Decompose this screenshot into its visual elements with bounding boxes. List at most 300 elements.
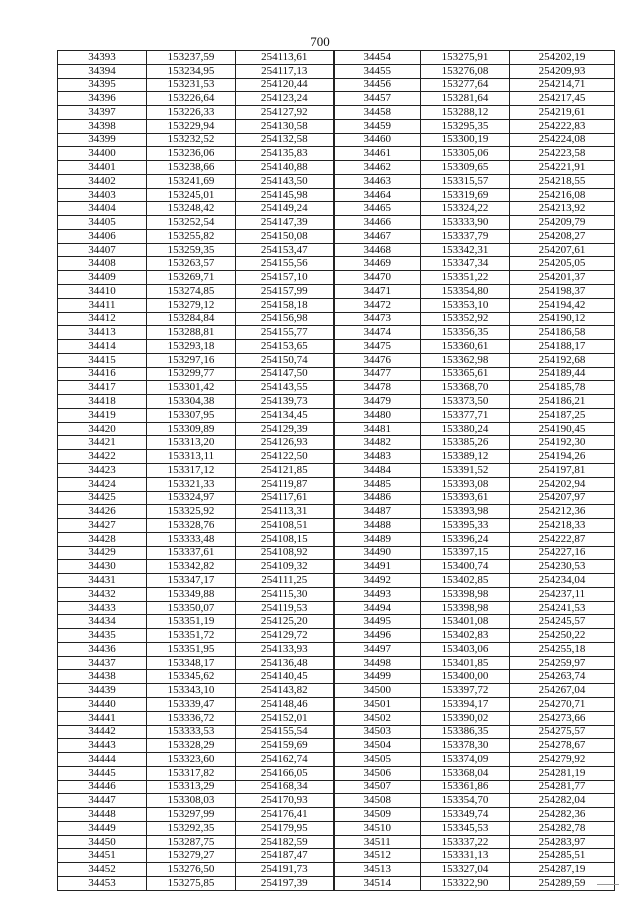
x-coordinate-left: 153307,95 bbox=[147, 408, 236, 422]
point-number-left: 34404 bbox=[58, 202, 147, 216]
point-number-right: 34493 bbox=[334, 587, 421, 601]
table-row bbox=[58, 106, 615, 120]
point-number-left: 34407 bbox=[58, 243, 147, 257]
y-coordinate-right: 254224,08 bbox=[510, 133, 615, 147]
table-row bbox=[58, 422, 615, 436]
y-coordinate-right: 254190,45 bbox=[510, 422, 615, 436]
x-coordinate-left: 153231,53 bbox=[147, 78, 236, 92]
y-coordinate-right: 254194,42 bbox=[510, 298, 615, 312]
point-number-right: 34461 bbox=[334, 147, 421, 161]
point-number-right: 34462 bbox=[334, 161, 421, 175]
y-coordinate-right: 254218,55 bbox=[510, 174, 615, 188]
y-coordinate-right: 254222,83 bbox=[510, 119, 615, 133]
point-number-right: 34454 bbox=[334, 51, 421, 65]
y-coordinate-left: 254162,74 bbox=[236, 753, 334, 767]
point-number-left: 34453 bbox=[58, 876, 147, 890]
table-row bbox=[58, 381, 615, 395]
table-row bbox=[58, 587, 615, 601]
y-coordinate-left: 254113,31 bbox=[236, 505, 334, 519]
x-coordinate-left: 153252,54 bbox=[147, 216, 236, 230]
x-coordinate-right: 153398,98 bbox=[421, 587, 510, 601]
point-number-left: 34436 bbox=[58, 642, 147, 656]
point-number-left: 34427 bbox=[58, 519, 147, 533]
table-row bbox=[58, 780, 615, 794]
y-coordinate-right: 254282,78 bbox=[510, 821, 615, 835]
y-coordinate-right: 254281,19 bbox=[510, 766, 615, 780]
x-coordinate-left: 153317,82 bbox=[147, 766, 236, 780]
point-number-left: 34425 bbox=[58, 491, 147, 505]
y-coordinate-left: 254108,51 bbox=[236, 519, 334, 533]
point-number-right: 34490 bbox=[334, 546, 421, 560]
point-number-right: 34477 bbox=[334, 367, 421, 381]
y-coordinate-right: 254209,79 bbox=[510, 216, 615, 230]
y-coordinate-left: 254157,99 bbox=[236, 285, 334, 299]
table-row bbox=[58, 615, 615, 629]
point-number-right: 34489 bbox=[334, 532, 421, 546]
y-coordinate-left: 254179,95 bbox=[236, 821, 334, 835]
coordinates-table bbox=[57, 50, 615, 891]
table-row bbox=[58, 174, 615, 188]
y-coordinate-right: 254190,12 bbox=[510, 312, 615, 326]
y-coordinate-left: 254139,73 bbox=[236, 395, 334, 409]
x-coordinate-left: 153292,35 bbox=[147, 821, 236, 835]
y-coordinate-left: 254145,98 bbox=[236, 188, 334, 202]
point-number-left: 34439 bbox=[58, 684, 147, 698]
x-coordinate-right: 153390,02 bbox=[421, 711, 510, 725]
x-coordinate-right: 153386,35 bbox=[421, 725, 510, 739]
x-coordinate-right: 153277,64 bbox=[421, 78, 510, 92]
x-coordinate-left: 153276,50 bbox=[147, 863, 236, 877]
table-row bbox=[58, 243, 615, 257]
table-row bbox=[58, 876, 615, 890]
y-coordinate-right: 254230,53 bbox=[510, 560, 615, 574]
table-row bbox=[58, 340, 615, 354]
x-coordinate-left: 153269,71 bbox=[147, 271, 236, 285]
point-number-left: 34418 bbox=[58, 395, 147, 409]
table-row bbox=[58, 863, 615, 877]
x-coordinate-left: 153241,69 bbox=[147, 174, 236, 188]
point-number-right: 34500 bbox=[334, 684, 421, 698]
y-coordinate-left: 254111,25 bbox=[236, 574, 334, 588]
y-coordinate-left: 254197,39 bbox=[236, 876, 334, 890]
x-coordinate-right: 153352,92 bbox=[421, 312, 510, 326]
table-row bbox=[58, 477, 615, 491]
table-row bbox=[58, 574, 615, 588]
table-row bbox=[58, 546, 615, 560]
y-coordinate-right: 254207,61 bbox=[510, 243, 615, 257]
x-coordinate-left: 153301,42 bbox=[147, 381, 236, 395]
table-row bbox=[58, 64, 615, 78]
point-number-left: 34414 bbox=[58, 340, 147, 354]
y-coordinate-right: 254287,19 bbox=[510, 863, 615, 877]
point-number-left: 34441 bbox=[58, 711, 147, 725]
point-number-left: 34435 bbox=[58, 629, 147, 643]
point-number-right: 34456 bbox=[334, 78, 421, 92]
point-number-left: 34442 bbox=[58, 725, 147, 739]
point-number-right: 34512 bbox=[334, 849, 421, 863]
x-coordinate-left: 153342,82 bbox=[147, 560, 236, 574]
point-number-left: 34394 bbox=[58, 64, 147, 78]
point-number-left: 34437 bbox=[58, 656, 147, 670]
table-row bbox=[58, 656, 615, 670]
x-coordinate-right: 153368,04 bbox=[421, 766, 510, 780]
x-coordinate-left: 153313,20 bbox=[147, 436, 236, 450]
point-number-right: 34473 bbox=[334, 312, 421, 326]
y-coordinate-left: 254150,74 bbox=[236, 353, 334, 367]
table-row bbox=[58, 257, 615, 271]
y-coordinate-right: 254218,33 bbox=[510, 519, 615, 533]
x-coordinate-left: 153284,84 bbox=[147, 312, 236, 326]
point-number-left: 34393 bbox=[58, 51, 147, 65]
y-coordinate-left: 254129,72 bbox=[236, 629, 334, 643]
y-coordinate-left: 254140,45 bbox=[236, 670, 334, 684]
y-coordinate-left: 254133,93 bbox=[236, 642, 334, 656]
table-row bbox=[58, 436, 615, 450]
y-coordinate-right: 254207,97 bbox=[510, 491, 615, 505]
y-coordinate-left: 254129,39 bbox=[236, 422, 334, 436]
x-coordinate-left: 153350,07 bbox=[147, 601, 236, 615]
point-number-left: 34443 bbox=[58, 739, 147, 753]
point-number-left: 34408 bbox=[58, 257, 147, 271]
point-number-right: 34487 bbox=[334, 505, 421, 519]
x-coordinate-right: 153345,53 bbox=[421, 821, 510, 835]
x-coordinate-right: 153397,72 bbox=[421, 684, 510, 698]
y-coordinate-left: 254132,58 bbox=[236, 133, 334, 147]
table-row bbox=[58, 670, 615, 684]
y-coordinate-left: 254119,53 bbox=[236, 601, 334, 615]
point-number-left: 34399 bbox=[58, 133, 147, 147]
y-coordinate-left: 254159,69 bbox=[236, 739, 334, 753]
table-row bbox=[58, 725, 615, 739]
y-coordinate-right: 254281,77 bbox=[510, 780, 615, 794]
x-coordinate-right: 153368,70 bbox=[421, 381, 510, 395]
y-coordinate-right: 254234,04 bbox=[510, 574, 615, 588]
x-coordinate-left: 153237,59 bbox=[147, 51, 236, 65]
x-coordinate-right: 153393,98 bbox=[421, 505, 510, 519]
y-coordinate-right: 254186,21 bbox=[510, 395, 615, 409]
table-row bbox=[58, 216, 615, 230]
y-coordinate-right: 254212,36 bbox=[510, 505, 615, 519]
point-number-right: 34470 bbox=[334, 271, 421, 285]
table-row bbox=[58, 229, 615, 243]
point-number-right: 34507 bbox=[334, 780, 421, 794]
y-coordinate-right: 254282,04 bbox=[510, 794, 615, 808]
x-coordinate-left: 153347,17 bbox=[147, 574, 236, 588]
y-coordinate-left: 254150,08 bbox=[236, 229, 334, 243]
x-coordinate-right: 153349,74 bbox=[421, 808, 510, 822]
x-coordinate-left: 153317,12 bbox=[147, 463, 236, 477]
table-row bbox=[58, 78, 615, 92]
y-coordinate-left: 254147,50 bbox=[236, 367, 334, 381]
x-coordinate-right: 153288,12 bbox=[421, 106, 510, 120]
point-number-right: 34505 bbox=[334, 753, 421, 767]
y-coordinate-right: 254194,26 bbox=[510, 450, 615, 464]
y-coordinate-right: 254192,30 bbox=[510, 436, 615, 450]
point-number-left: 34434 bbox=[58, 615, 147, 629]
table-row bbox=[58, 711, 615, 725]
point-number-right: 34501 bbox=[334, 697, 421, 711]
y-coordinate-left: 254176,41 bbox=[236, 808, 334, 822]
x-coordinate-right: 153275,91 bbox=[421, 51, 510, 65]
x-coordinate-right: 153333,90 bbox=[421, 216, 510, 230]
point-number-right: 34457 bbox=[334, 92, 421, 106]
y-coordinate-left: 254158,18 bbox=[236, 298, 334, 312]
y-coordinate-right: 254202,19 bbox=[510, 51, 615, 65]
x-coordinate-right: 153396,24 bbox=[421, 532, 510, 546]
point-number-right: 34508 bbox=[334, 794, 421, 808]
point-number-right: 34464 bbox=[334, 188, 421, 202]
x-coordinate-right: 153309,65 bbox=[421, 161, 510, 175]
x-coordinate-right: 153393,61 bbox=[421, 491, 510, 505]
point-number-left: 34450 bbox=[58, 835, 147, 849]
point-number-right: 34467 bbox=[334, 229, 421, 243]
y-coordinate-right: 254245,57 bbox=[510, 615, 615, 629]
x-coordinate-left: 153232,52 bbox=[147, 133, 236, 147]
point-number-right: 34458 bbox=[334, 106, 421, 120]
y-coordinate-right: 254213,92 bbox=[510, 202, 615, 216]
table-row bbox=[58, 312, 615, 326]
y-coordinate-right: 254217,45 bbox=[510, 92, 615, 106]
x-coordinate-left: 153236,06 bbox=[147, 147, 236, 161]
scan-mark bbox=[597, 884, 619, 885]
point-number-left: 34406 bbox=[58, 229, 147, 243]
point-number-right: 34480 bbox=[334, 408, 421, 422]
table-row bbox=[58, 835, 615, 849]
point-number-left: 34419 bbox=[58, 408, 147, 422]
point-number-right: 34483 bbox=[334, 450, 421, 464]
table-row bbox=[58, 188, 615, 202]
y-coordinate-right: 254208,27 bbox=[510, 229, 615, 243]
table-row bbox=[58, 202, 615, 216]
table-row bbox=[58, 92, 615, 106]
point-number-left: 34432 bbox=[58, 587, 147, 601]
point-number-right: 34471 bbox=[334, 285, 421, 299]
point-number-left: 34413 bbox=[58, 326, 147, 340]
y-coordinate-right: 254198,37 bbox=[510, 285, 615, 299]
y-coordinate-right: 254278,67 bbox=[510, 739, 615, 753]
x-coordinate-left: 153351,19 bbox=[147, 615, 236, 629]
x-coordinate-left: 153238,66 bbox=[147, 161, 236, 175]
table-row bbox=[58, 739, 615, 753]
table-row bbox=[58, 367, 615, 381]
x-coordinate-left: 153293,18 bbox=[147, 340, 236, 354]
point-number-right: 34496 bbox=[334, 629, 421, 643]
point-number-left: 34420 bbox=[58, 422, 147, 436]
x-coordinate-right: 153322,90 bbox=[421, 876, 510, 890]
table-row bbox=[58, 147, 615, 161]
point-number-left: 34411 bbox=[58, 298, 147, 312]
x-coordinate-right: 153295,35 bbox=[421, 119, 510, 133]
point-number-left: 34398 bbox=[58, 119, 147, 133]
point-number-left: 34433 bbox=[58, 601, 147, 615]
point-number-left: 34423 bbox=[58, 463, 147, 477]
y-coordinate-right: 254283,97 bbox=[510, 835, 615, 849]
x-coordinate-left: 153328,29 bbox=[147, 739, 236, 753]
x-coordinate-right: 153401,85 bbox=[421, 656, 510, 670]
x-coordinate-right: 153380,24 bbox=[421, 422, 510, 436]
point-number-right: 34465 bbox=[334, 202, 421, 216]
x-coordinate-right: 153402,83 bbox=[421, 629, 510, 643]
y-coordinate-right: 254187,25 bbox=[510, 408, 615, 422]
point-number-right: 34474 bbox=[334, 326, 421, 340]
x-coordinate-left: 153245,01 bbox=[147, 188, 236, 202]
x-coordinate-left: 153274,85 bbox=[147, 285, 236, 299]
x-coordinate-left: 153343,10 bbox=[147, 684, 236, 698]
x-coordinate-right: 153391,52 bbox=[421, 463, 510, 477]
table-row bbox=[58, 808, 615, 822]
x-coordinate-left: 153336,72 bbox=[147, 711, 236, 725]
y-coordinate-left: 254143,50 bbox=[236, 174, 334, 188]
x-coordinate-left: 153259,35 bbox=[147, 243, 236, 257]
point-number-left: 34412 bbox=[58, 312, 147, 326]
point-number-right: 34511 bbox=[334, 835, 421, 849]
table-row bbox=[58, 849, 615, 863]
point-number-left: 34449 bbox=[58, 821, 147, 835]
y-coordinate-left: 254170,93 bbox=[236, 794, 334, 808]
y-coordinate-right: 254192,68 bbox=[510, 353, 615, 367]
x-coordinate-right: 153402,85 bbox=[421, 574, 510, 588]
y-coordinate-left: 254121,85 bbox=[236, 463, 334, 477]
point-number-left: 34446 bbox=[58, 780, 147, 794]
point-number-right: 34495 bbox=[334, 615, 421, 629]
x-coordinate-right: 153400,74 bbox=[421, 560, 510, 574]
y-coordinate-left: 254117,13 bbox=[236, 64, 334, 78]
y-coordinate-left: 254166,05 bbox=[236, 766, 334, 780]
point-number-right: 34484 bbox=[334, 463, 421, 477]
y-coordinate-left: 254155,77 bbox=[236, 326, 334, 340]
y-coordinate-right: 254221,91 bbox=[510, 161, 615, 175]
x-coordinate-right: 153276,08 bbox=[421, 64, 510, 78]
x-coordinate-right: 153351,22 bbox=[421, 271, 510, 285]
x-coordinate-left: 153349,88 bbox=[147, 587, 236, 601]
y-coordinate-right: 254185,78 bbox=[510, 381, 615, 395]
point-number-left: 34403 bbox=[58, 188, 147, 202]
x-coordinate-right: 153373,50 bbox=[421, 395, 510, 409]
x-coordinate-left: 153226,64 bbox=[147, 92, 236, 106]
point-number-right: 34492 bbox=[334, 574, 421, 588]
y-coordinate-left: 254108,15 bbox=[236, 532, 334, 546]
point-number-right: 34481 bbox=[334, 422, 421, 436]
x-coordinate-left: 153287,75 bbox=[147, 835, 236, 849]
x-coordinate-left: 153313,11 bbox=[147, 450, 236, 464]
y-coordinate-right: 254214,71 bbox=[510, 78, 615, 92]
x-coordinate-right: 153365,61 bbox=[421, 367, 510, 381]
y-coordinate-right: 254227,16 bbox=[510, 546, 615, 560]
point-number-right: 34514 bbox=[334, 876, 421, 890]
y-coordinate-left: 254108,92 bbox=[236, 546, 334, 560]
table-row bbox=[58, 519, 615, 533]
y-coordinate-right: 254209,93 bbox=[510, 64, 615, 78]
x-coordinate-left: 153255,82 bbox=[147, 229, 236, 243]
point-number-left: 34401 bbox=[58, 161, 147, 175]
point-number-left: 34429 bbox=[58, 546, 147, 560]
y-coordinate-right: 254279,92 bbox=[510, 753, 615, 767]
point-number-left: 34405 bbox=[58, 216, 147, 230]
table-row bbox=[58, 629, 615, 643]
point-number-right: 34472 bbox=[334, 298, 421, 312]
point-number-right: 34488 bbox=[334, 519, 421, 533]
x-coordinate-right: 153394,17 bbox=[421, 697, 510, 711]
point-number-right: 34486 bbox=[334, 491, 421, 505]
x-coordinate-right: 153374,09 bbox=[421, 753, 510, 767]
x-coordinate-left: 153275,85 bbox=[147, 876, 236, 890]
point-number-left: 34415 bbox=[58, 353, 147, 367]
table-row bbox=[58, 161, 615, 175]
point-number-left: 34402 bbox=[58, 174, 147, 188]
x-coordinate-right: 153400,00 bbox=[421, 670, 510, 684]
x-coordinate-left: 153229,94 bbox=[147, 119, 236, 133]
x-coordinate-left: 153309,89 bbox=[147, 422, 236, 436]
y-coordinate-left: 254187,47 bbox=[236, 849, 334, 863]
point-number-left: 34410 bbox=[58, 285, 147, 299]
y-coordinate-right: 254270,71 bbox=[510, 697, 615, 711]
y-coordinate-left: 254136,48 bbox=[236, 656, 334, 670]
x-coordinate-right: 153362,98 bbox=[421, 353, 510, 367]
point-number-right: 34460 bbox=[334, 133, 421, 147]
table-row bbox=[58, 408, 615, 422]
y-coordinate-right: 254237,11 bbox=[510, 587, 615, 601]
y-coordinate-left: 254182,59 bbox=[236, 835, 334, 849]
point-number-right: 34498 bbox=[334, 656, 421, 670]
point-number-right: 34494 bbox=[334, 601, 421, 615]
point-number-left: 34430 bbox=[58, 560, 147, 574]
x-coordinate-left: 153308,03 bbox=[147, 794, 236, 808]
point-number-left: 34447 bbox=[58, 794, 147, 808]
x-coordinate-left: 153333,53 bbox=[147, 725, 236, 739]
y-coordinate-left: 254155,54 bbox=[236, 725, 334, 739]
x-coordinate-right: 153393,08 bbox=[421, 477, 510, 491]
x-coordinate-right: 153353,10 bbox=[421, 298, 510, 312]
table-row bbox=[58, 766, 615, 780]
y-coordinate-right: 254202,94 bbox=[510, 477, 615, 491]
point-number-right: 34485 bbox=[334, 477, 421, 491]
point-number-right: 34510 bbox=[334, 821, 421, 835]
x-coordinate-right: 153337,79 bbox=[421, 229, 510, 243]
table-row bbox=[58, 505, 615, 519]
table-row bbox=[58, 463, 615, 477]
x-coordinate-right: 153331,13 bbox=[421, 849, 510, 863]
x-coordinate-left: 153325,92 bbox=[147, 505, 236, 519]
y-coordinate-right: 254216,08 bbox=[510, 188, 615, 202]
point-number-left: 34416 bbox=[58, 367, 147, 381]
y-coordinate-left: 254168,34 bbox=[236, 780, 334, 794]
x-coordinate-left: 153248,42 bbox=[147, 202, 236, 216]
y-coordinate-left: 254152,01 bbox=[236, 711, 334, 725]
point-number-right: 34469 bbox=[334, 257, 421, 271]
x-coordinate-left: 153226,33 bbox=[147, 106, 236, 120]
x-coordinate-right: 153305,06 bbox=[421, 147, 510, 161]
x-coordinate-right: 153389,12 bbox=[421, 450, 510, 464]
y-coordinate-left: 254148,46 bbox=[236, 697, 334, 711]
point-number-left: 34451 bbox=[58, 849, 147, 863]
y-coordinate-left: 254149,24 bbox=[236, 202, 334, 216]
point-number-right: 34482 bbox=[334, 436, 421, 450]
table-row bbox=[58, 753, 615, 767]
y-coordinate-left: 254109,32 bbox=[236, 560, 334, 574]
x-coordinate-right: 153342,31 bbox=[421, 243, 510, 257]
y-coordinate-left: 254140,88 bbox=[236, 161, 334, 175]
y-coordinate-right: 254259,97 bbox=[510, 656, 615, 670]
point-number-right: 34455 bbox=[334, 64, 421, 78]
table-row bbox=[58, 794, 615, 808]
y-coordinate-left: 254135,83 bbox=[236, 147, 334, 161]
point-number-right: 34506 bbox=[334, 766, 421, 780]
point-number-left: 34424 bbox=[58, 477, 147, 491]
y-coordinate-left: 254123,24 bbox=[236, 92, 334, 106]
x-coordinate-right: 153377,71 bbox=[421, 408, 510, 422]
point-number-left: 34422 bbox=[58, 450, 147, 464]
x-coordinate-left: 153263,57 bbox=[147, 257, 236, 271]
